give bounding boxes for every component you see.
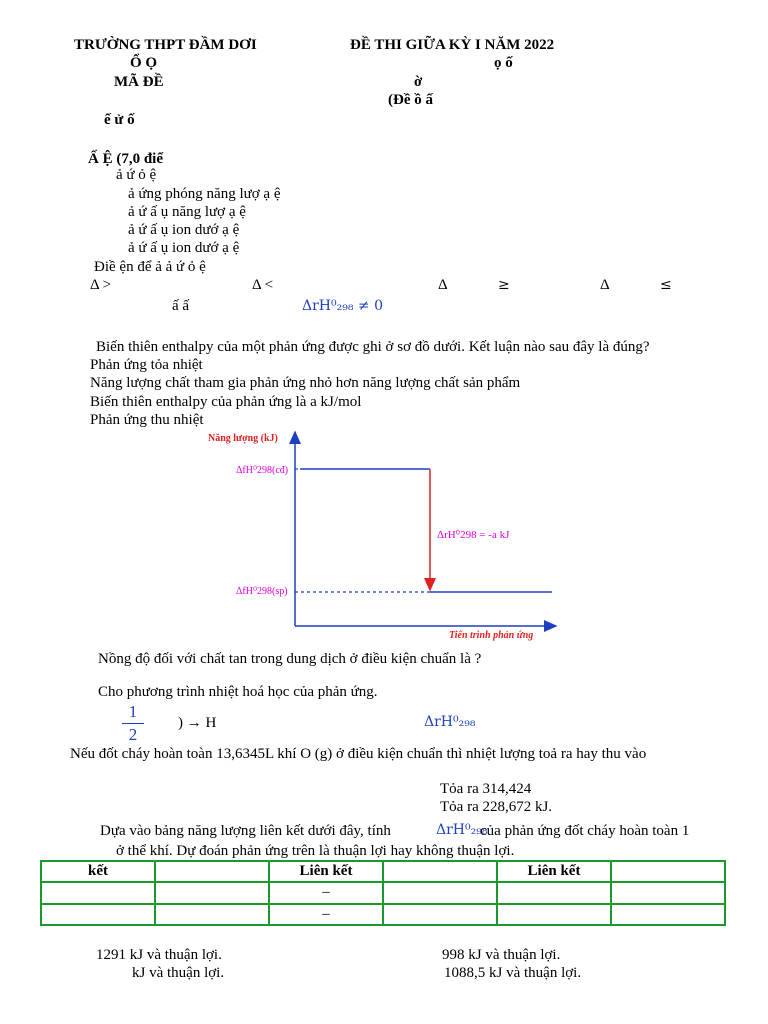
q5-stem: Cho phương trình nhiệt hoá học của phản ứng. [98,684,378,700]
table-cell [497,904,611,925]
q6-answer-d[interactable]: 1088,5 kJ và thuận lợi. [444,965,582,981]
q6-answer-a[interactable]: 1291 kJ và thuận lợi. [96,947,222,963]
q3-option-a[interactable]: Phản ứng tỏa nhiệt [90,357,203,373]
q5-enthalpy-symbol: ΔrH⁰₂₉₈ [424,714,476,730]
table-header-cell: Liên kết [497,861,611,882]
q3-stem: Biến thiên enthalpy của một phản ứng được ghi ở sơ đồ dưới. Kết luận nào sau đây là đúng? [96,339,650,355]
q6-stem-line2: ở thể khí. Dự đoán phản ứng trên là thuận lợi hay không thuận lợi. [116,843,515,859]
q5-fraction [122,701,144,746]
table-cell [41,904,155,925]
bond-energy-table [40,860,726,926]
table-cell [155,904,269,925]
school-name: TRƯỜNG THPT ĐẦM DƠI [74,37,257,53]
q3-option-c[interactable]: Biến thiên enthalpy của phản ứng là a kJ/mol [90,394,362,410]
q4-stem: Nồng độ đối với chất tan trong dung dịch ở điều kiện chuẩn là ? [98,651,482,667]
table-header-cell: Liên kết [269,861,383,882]
x-axis-label: Tiến trình phản ứng [449,630,534,641]
q2-option-a[interactable]: Δ > [90,277,112,293]
q6-stem-b: của phản ứng đốt cháy hoàn toàn 1 [480,823,690,839]
table-cell: – [269,904,383,925]
q5-fraction-denominator: 2 [128,725,138,744]
header-line2-right: ọ ố [494,55,513,71]
header-line4-right: (Đề ồ ấ [388,92,433,108]
table-header-cell [611,861,725,882]
table-cell [383,904,497,925]
q5-option-2[interactable]: Tỏa ra 228,672 kJ. [440,799,553,815]
q2-formula: ΔrH⁰₂₉₈ ≠ 0 [302,298,383,314]
table-header-cell [155,861,269,882]
q5-option-1[interactable]: Tỏa ra 314,424 [440,781,532,797]
q6-answer-b[interactable]: 998 kJ và thuận lợi. [442,947,561,963]
q2-row2-left: ấ ấ [172,298,190,314]
table-cell [41,882,155,903]
q5-question: Nếu đốt cháy hoàn toàn 13,6345L khí O (g) ở điều kiện chuẩn thì nhiệt lượng toả ra hay thu vào [70,746,647,762]
y-axis-label: Năng lượng (kJ) [208,433,278,444]
table-cell [497,882,611,903]
product-label: ΔfH⁰298(sp) [236,586,288,597]
q3-option-d[interactable]: Phản ứng thu nhiệt [90,412,204,428]
exam-code-label: MÃ ĐỀ [114,74,164,90]
q6-enthalpy-symbol: ΔrH⁰₂₉₈ [436,822,488,838]
q3-option-b[interactable]: Năng lượng chất tham gia phản ứng nhỏ hơn năng lượng chất sản phẩm [90,375,521,391]
q2-option-b[interactable]: Δ < [252,277,274,293]
q6-answer-c[interactable]: kJ và thuận lợi. [132,965,225,981]
header-line2-left: Ổ Ọ [130,55,158,71]
q1-option-d[interactable]: ả ứ ấ ụ ion dướ ạ ệ [128,240,240,256]
q1-option-c[interactable]: ả ứ ấ ụ ion dướ ạ ệ [128,222,240,238]
table-row [41,904,725,925]
table-header-row [41,861,725,882]
table-cell [611,904,725,925]
delta-label: ΔrH⁰298 = -a kJ [437,529,510,541]
header-line3-right: ờ [414,74,423,90]
q2-option-c[interactable]: Δ [438,277,448,293]
q1-option-b[interactable]: ả ứ ấ ụ năng lượ ạ ệ [128,204,246,220]
q2-option-d-symbol: ≤ [660,277,672,293]
q2-stem: Điề ện để ả ả ứ ỏ ệ [94,259,206,275]
table-cell [155,882,269,903]
q5-equation-tail: ) → H [178,715,217,731]
q1-option-a[interactable]: ả ứng phóng năng lượ ạ ệ [128,186,281,202]
q2-option-d[interactable]: Δ [600,277,610,293]
table-cell [611,882,725,903]
q5-fraction-numerator: 1 [122,701,144,724]
exam-title: ĐỀ THI GIỮA KỲ I NĂM 2022 [350,37,555,53]
table-header-cell [383,861,497,882]
header-line5: ế ử ố [104,112,135,128]
q1-stem: ả ứ ỏ ệ [116,167,157,183]
table-cell [383,882,497,903]
table-row [41,882,725,903]
q2-option-c-symbol: ≥ [498,277,510,293]
section-heading: Ấ Ệ (7,0 điể [88,151,163,167]
q6-stem-a: Dựa vào bảng năng lượng liên kết dưới đây, tính [100,823,391,839]
table-header-cell: kết [41,861,155,882]
table-cell: – [269,882,383,903]
reactant-label: ΔfH⁰298(cđ) [236,465,289,476]
